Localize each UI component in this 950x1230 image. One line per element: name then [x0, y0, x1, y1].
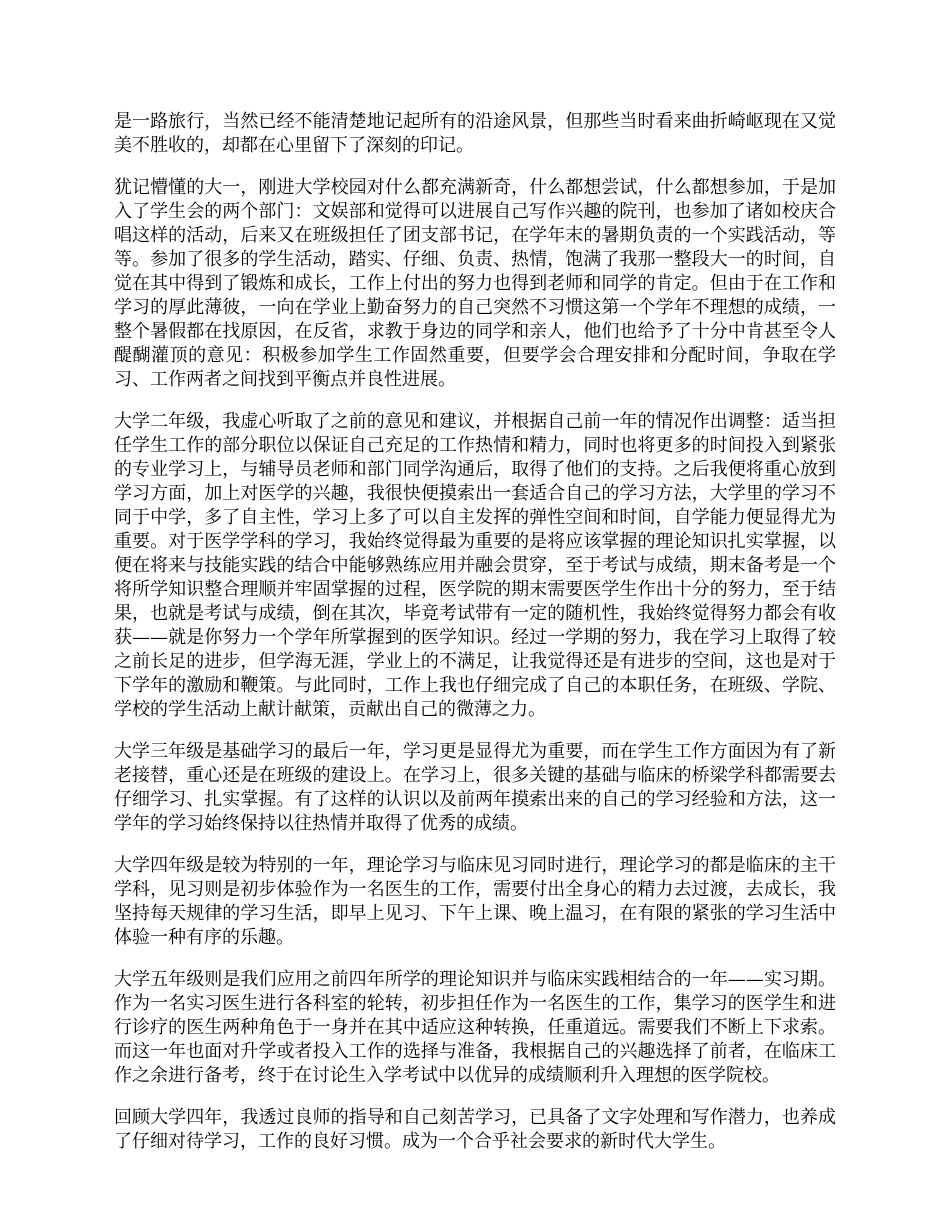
paragraph-2: 犹记懵懂的大一，刚进大学校园对什么都充满新奇，什么都想尝试，什么都想参加，于是加入了学生会的两个部门：文娱部和觉得可以进展自己写作兴趣的院刊，也参加了诸如校庆合唱这样的活动，后来又在班级担任了团支部书记，在学年末的暑期负责的一个实践活动，等等。参加了很多的学生活动，踏实、仔细、负责、热情，饱满了我那一整段大一的时间，自觉在其中得到了锻炼和成长，工作上付出的努力也得到老师和同学的肯定。但由于在工作和学习的厚此薄彼，一向在学业上勤奋努力的自己突然不习惯这第一个学年不理想的成绩，一整个暑假都在找原因，在反省，求教于身边的同学和亲人，他们也给予了十分中肯甚至令人醍醐灌顶的意见：积极参加学生工作固然重要，但要学会合理安排和分配时间，争取在学习、工作两者之间找到平衡点并良性进展。: [114, 177, 836, 390]
paragraph-4: 大学三年级是基础学习的最后一年，学习更是显得尤为重要，而在学生工作方面因为有了新老接替，重心还是在班级的建设上。在学习上，很多关键的基础与临床的桥梁学科都需要去仔细学习、扎实掌握。有了这样的认识以及前两年摸索出来的自己的学习经验和方法，这一学年的学习始终保持以往热情并取得了优秀的成绩。: [114, 741, 836, 834]
paragraph-1: 是一路旅行，当然已经不能清楚地记起所有的沿途风景，但那些当时看来曲折崎岖现在又觉美不胜收的，却都在心里留下了深刻的印记。: [114, 111, 836, 156]
paragraph-5: 大学四年级是较为特别的一年，理论学习与临床见习同时进行，理论学习的都是临床的主干学科，见习则是初步体验作为一名医生的工作，需要付出全身心的精力去过渡，去成长，我坚持每天规律的学习生活，即早上见习、下午上课、晚上温习，在有限的紧张的学习生活中体验一种有序的乐趣。: [114, 855, 836, 948]
paragraph-6: 大学五年级则是我们应用之前四年所学的理论知识并与临床实践相结合的一年——实习期。作为一名实习医生进行各科室的轮转，初步担任作为一名医生的工作，集学习的医学生和进行诊疗的医生两种角色于一身并在其中适应这种转换，任重道远。需要我们不断上下求索。而这一年也面对升学或者投入工作的选择与准备，我根据自己的兴趣选择了前者，在临床工作之余进行备考，终于在讨论生入学考试中以优异的成绩顺利升入理想的医学院校。: [114, 969, 836, 1086]
paragraph-7: 回顾大学四年，我透过良师的指导和自己刻苦学习，已具备了文字处理和写作潜力，也养成了仔细对待学习，工作的良好习惯。成为一个合乎社会要求的新时代大学生。: [114, 1107, 836, 1152]
paragraph-3: 大学二年级，我虚心听取了之前的意见和建议，并根据自己前一年的情况作出调整：适当担任学生工作的部分职位以保证自己充足的工作热情和精力，同时也将更多的时间投入到紧张的专业学习上，与辅导员老师和部门同学沟通后，取得了他们的支持。之后我便将重心放到学习方面，加上对医学的兴趣，我很快便摸索出一套适合自己的学习方法，大学里的学习不同于中学，多了自主性，学习上多了可以自主发挥的弹性空间和时间，自学能力便显得尤为重要。对于医学学科的学习，我始终觉得最为重要的是将应该掌握的理论知识扎实掌握，以便在将来与技能实践的结合中能够熟练应用并融会贯穿，至于考试与成绩，期末备考是一个将所学知识整合理顺并牢固掌握的过程，医学院的期末需要医学生作出十分的努力，至于结果，也就是考试与成绩，倒在其次，毕竟考试带有一定的随机性，我始终觉得努力都会有收获——就是你努力一个学年所掌握到的医学知识。经过一学期的努力，我在学习上取得了较之前长足的进步，但学海无涯，学业上的不满足，让我觉得还是有进步的空间，这也是对于下学年的激励和鞭策。与此同时，工作上我也仔细完成了自己的本职任务，在班级、学院、学校的学生活动上献计献策，贡献出自己的微薄之力。: [114, 411, 836, 720]
